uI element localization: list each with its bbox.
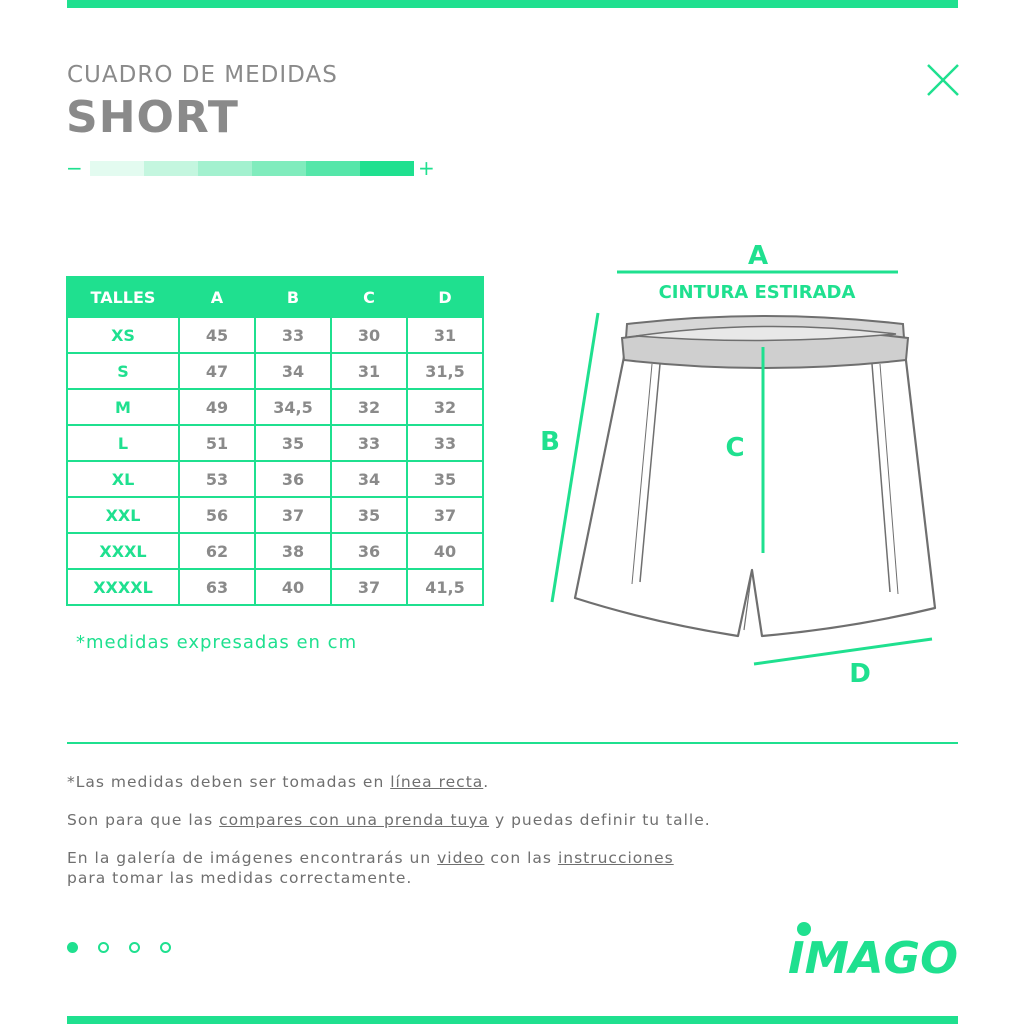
value-d: 31,5 bbox=[407, 353, 483, 389]
link-instrucciones[interactable]: instrucciones bbox=[557, 849, 674, 867]
value-c: 33 bbox=[331, 425, 407, 461]
size-label: XXXL bbox=[67, 533, 179, 569]
bottom-accent-bar bbox=[67, 1016, 958, 1024]
scale-segment bbox=[360, 161, 414, 176]
page-title: SHORT bbox=[66, 92, 239, 143]
imago-logo bbox=[786, 918, 962, 978]
value-b: 34,5 bbox=[255, 389, 331, 425]
page-dot-3[interactable] bbox=[129, 942, 140, 953]
label-a-caption: CINTURA ESTIRADA bbox=[658, 282, 856, 303]
label-c: C bbox=[725, 433, 745, 463]
header-b: B bbox=[255, 277, 331, 317]
value-a: 47 bbox=[179, 353, 255, 389]
value-a: 53 bbox=[179, 461, 255, 497]
value-c: 30 bbox=[331, 317, 407, 353]
value-d: 32 bbox=[407, 389, 483, 425]
pagination-dots bbox=[67, 942, 177, 956]
info-text: . bbox=[483, 773, 490, 791]
value-a: 51 bbox=[179, 425, 255, 461]
label-d: D bbox=[849, 659, 871, 689]
link-linea-recta[interactable]: línea recta bbox=[390, 773, 484, 791]
info-line-2 bbox=[67, 810, 711, 830]
value-b: 33 bbox=[255, 317, 331, 353]
table-row bbox=[67, 389, 483, 425]
size-label: XXL bbox=[67, 497, 179, 533]
top-accent-bar bbox=[67, 0, 958, 8]
value-d: 31 bbox=[407, 317, 483, 353]
info-line-4: para tomar las medidas correctamente. bbox=[67, 869, 413, 887]
value-a: 45 bbox=[179, 317, 255, 353]
header-a: A bbox=[179, 277, 255, 317]
value-b: 34 bbox=[255, 353, 331, 389]
table-header-row bbox=[67, 277, 483, 317]
value-a: 62 bbox=[179, 533, 255, 569]
size-label: M bbox=[67, 389, 179, 425]
size-label: XL bbox=[67, 461, 179, 497]
value-c: 37 bbox=[331, 569, 407, 605]
value-b: 37 bbox=[255, 497, 331, 533]
size-label: XXXXL bbox=[67, 569, 179, 605]
scale-segment bbox=[198, 161, 252, 176]
logo-text: IMAGO bbox=[788, 933, 958, 978]
short-body bbox=[575, 352, 935, 636]
info-text: con las bbox=[484, 849, 558, 867]
units-note: *medidas expresadas en cm bbox=[76, 632, 358, 653]
page-dot-1[interactable] bbox=[67, 942, 78, 953]
scale-segment bbox=[306, 161, 360, 176]
section-divider bbox=[67, 742, 958, 744]
size-table bbox=[66, 276, 484, 606]
value-d: 35 bbox=[407, 461, 483, 497]
table-row bbox=[67, 497, 483, 533]
value-c: 35 bbox=[331, 497, 407, 533]
header-d: D bbox=[407, 277, 483, 317]
value-a: 49 bbox=[179, 389, 255, 425]
value-a: 63 bbox=[179, 569, 255, 605]
value-d: 37 bbox=[407, 497, 483, 533]
page-subtitle: CUADRO DE MEDIDAS bbox=[67, 62, 338, 88]
scale-segment bbox=[90, 161, 144, 176]
table-row bbox=[67, 425, 483, 461]
value-b: 40 bbox=[255, 569, 331, 605]
page-dot-2[interactable] bbox=[98, 942, 109, 953]
value-d: 40 bbox=[407, 533, 483, 569]
info-text: Son para que las bbox=[67, 811, 220, 829]
link-video[interactable]: video bbox=[437, 849, 485, 867]
table-row bbox=[67, 533, 483, 569]
size-label: S bbox=[67, 353, 179, 389]
value-c: 31 bbox=[331, 353, 407, 389]
size-label: XS bbox=[67, 317, 179, 353]
close-icon[interactable] bbox=[926, 63, 960, 97]
info-text: y puedas definir tu talle. bbox=[489, 811, 711, 829]
info-text: *Las medidas deben ser tomadas en bbox=[67, 773, 391, 791]
value-c: 32 bbox=[331, 389, 407, 425]
scale-segment bbox=[144, 161, 198, 176]
scale-minus: − bbox=[66, 156, 83, 180]
size-scale bbox=[64, 156, 444, 182]
value-a: 56 bbox=[179, 497, 255, 533]
info-text: En la galería de imágenes encontrarás un bbox=[67, 849, 438, 867]
header-c: C bbox=[331, 277, 407, 317]
label-b: B bbox=[540, 427, 560, 457]
page-dot-4[interactable] bbox=[160, 942, 171, 953]
value-b: 38 bbox=[255, 533, 331, 569]
scale-plus: + bbox=[418, 156, 435, 180]
value-d: 41,5 bbox=[407, 569, 483, 605]
info-line-1 bbox=[67, 772, 489, 792]
short-diagram bbox=[520, 230, 960, 700]
table-row bbox=[67, 353, 483, 389]
link-compares[interactable]: compares con una prenda tuya bbox=[219, 811, 490, 829]
value-d: 33 bbox=[407, 425, 483, 461]
size-label: L bbox=[67, 425, 179, 461]
value-b: 35 bbox=[255, 425, 331, 461]
label-a: A bbox=[747, 241, 769, 271]
measure-line-d bbox=[754, 639, 932, 664]
table-row bbox=[67, 317, 483, 353]
table-row bbox=[67, 569, 483, 605]
header-talles: TALLES bbox=[67, 277, 179, 317]
value-c: 34 bbox=[331, 461, 407, 497]
value-c: 36 bbox=[331, 533, 407, 569]
value-b: 36 bbox=[255, 461, 331, 497]
scale-segment bbox=[252, 161, 306, 176]
info-line-3 bbox=[67, 848, 674, 868]
table-row bbox=[67, 461, 483, 497]
